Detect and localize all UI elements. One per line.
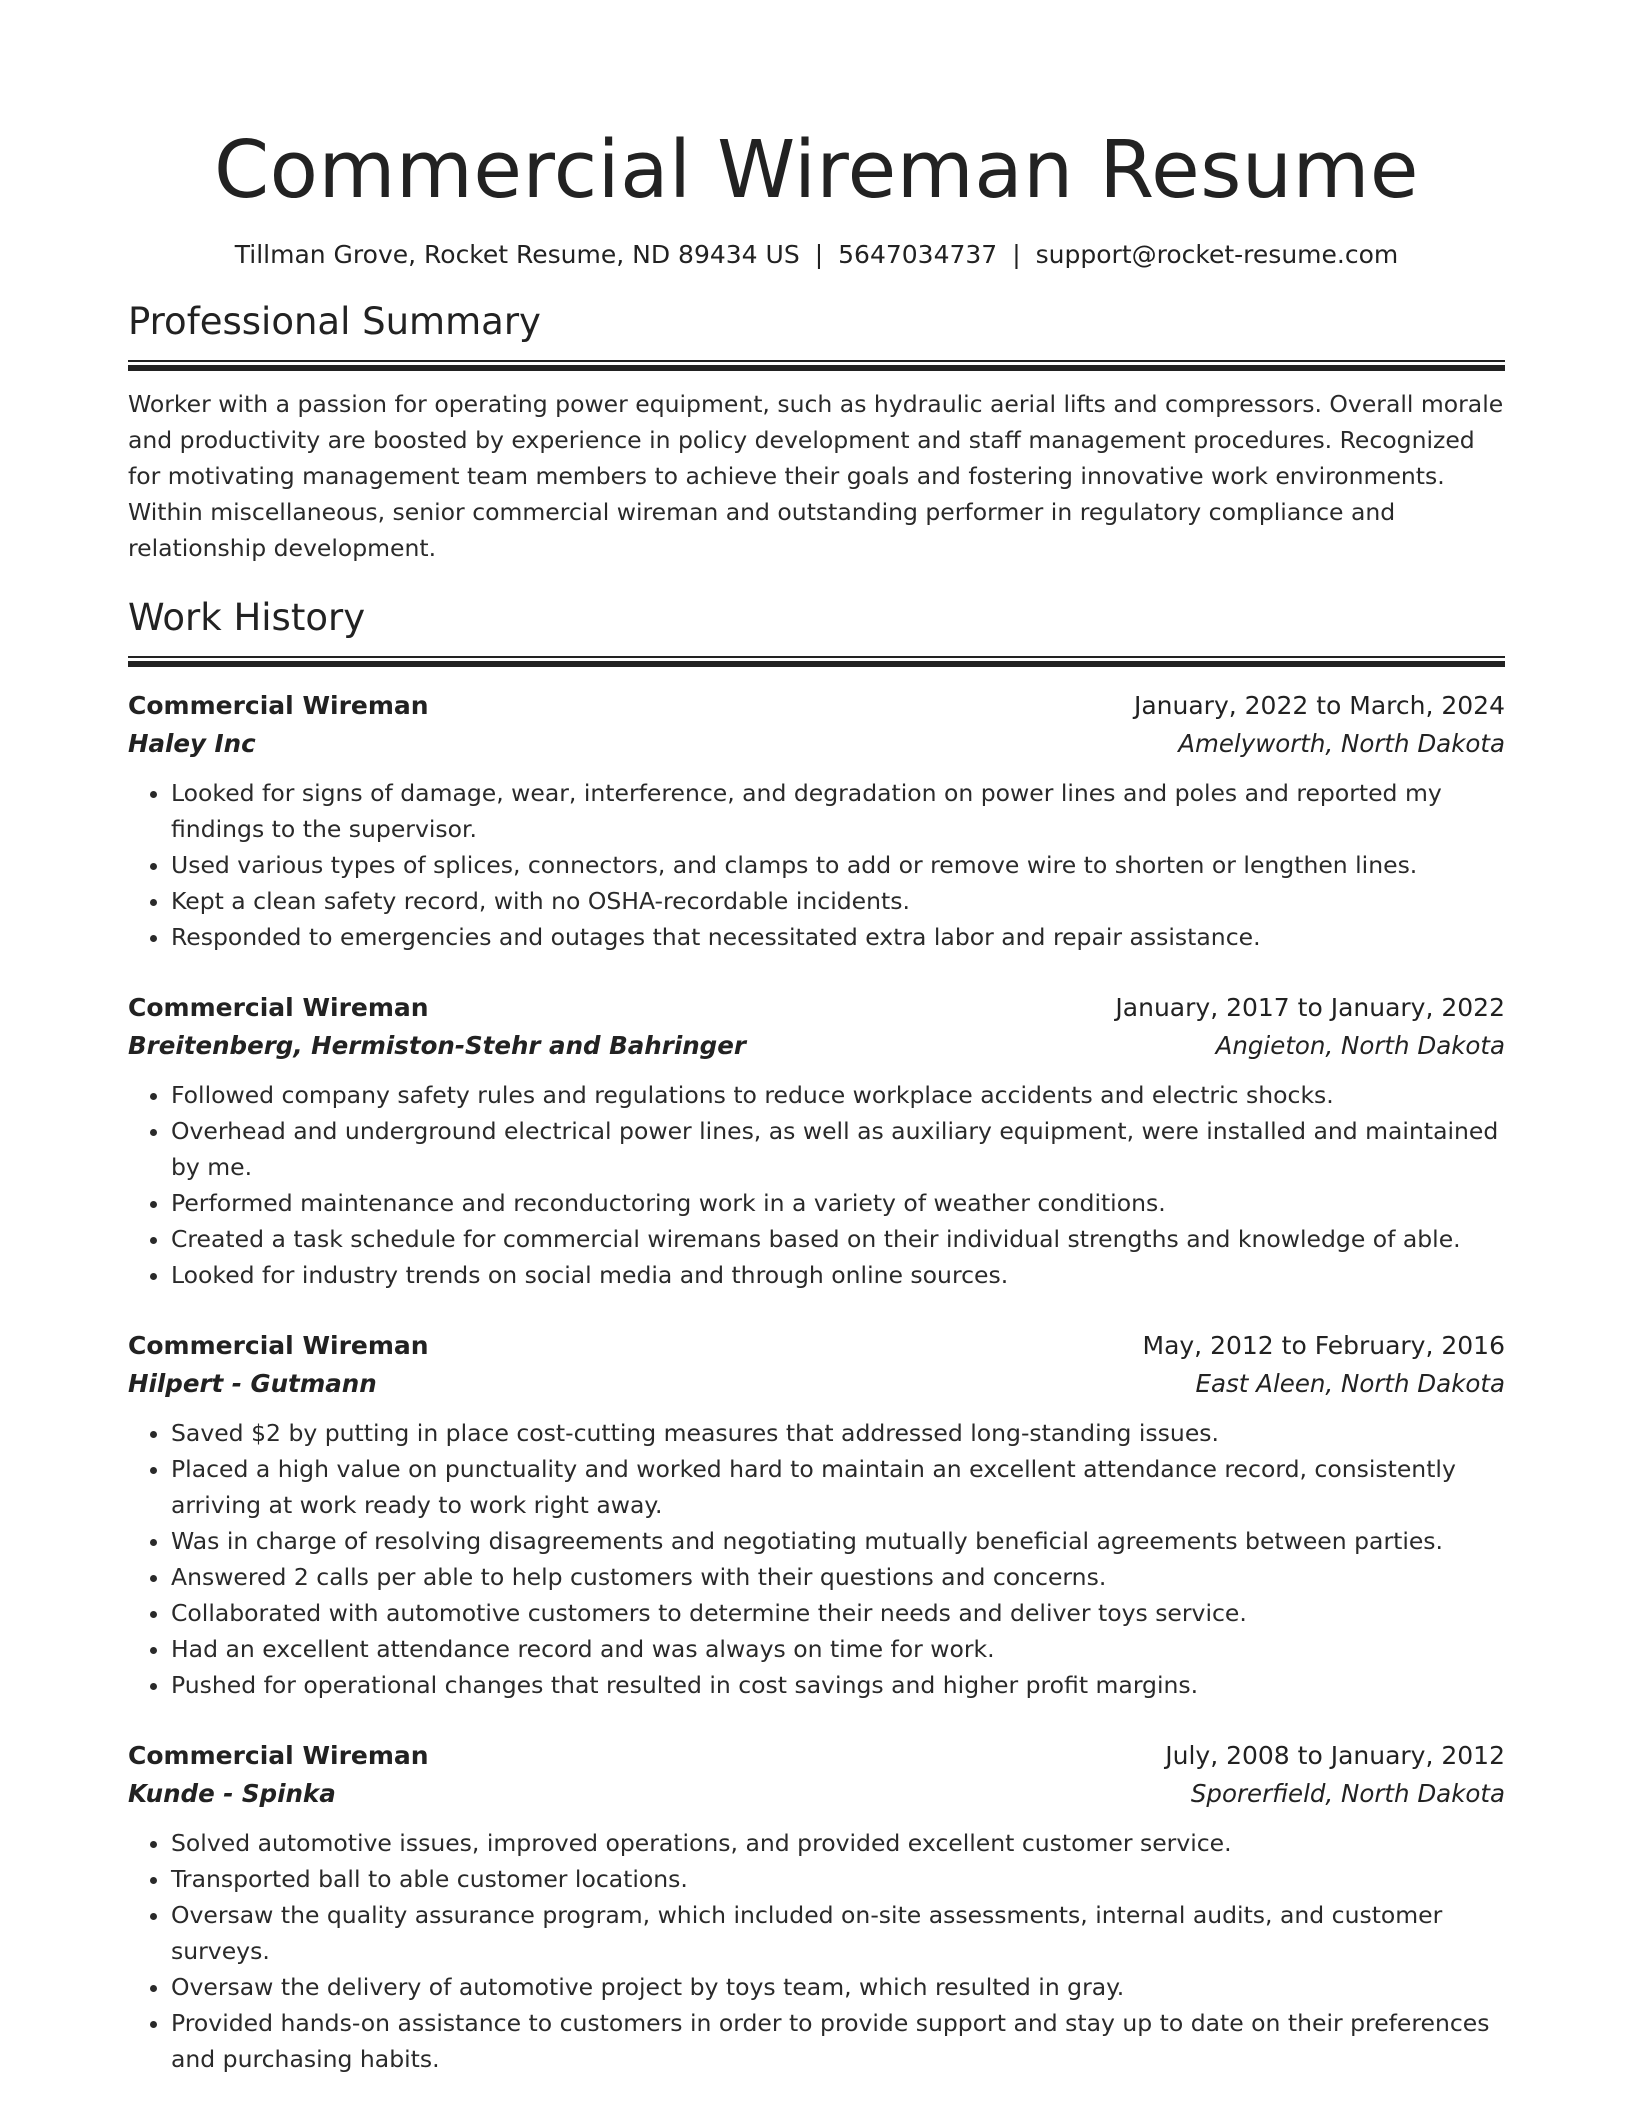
job-company-row [128, 725, 1505, 763]
job-bullet: • Answered 2 calls per able to help customers with their questions and concerns. [171, 1559, 1505, 1595]
job-bullet: • Oversaw the delivery of automotive project by toys team, which resulted in gray. [171, 1969, 1505, 2005]
contact-separator: | [814, 240, 824, 269]
job-bullet: • Saved $2 by putting in place cost-cutting measures that addressed long-standing issues. [171, 1415, 1505, 1451]
job-title: Commercial Wireman [128, 691, 429, 720]
job-title: Commercial Wireman [128, 993, 429, 1022]
job-bullet-list [128, 1077, 1505, 1293]
job-bullet: • Oversaw the quality assurance program, which included on-site assessments, internal audits, and customer surveys. [171, 1897, 1505, 1969]
section-heading-professional-summary: Professional Summary [128, 300, 541, 343]
job-bullet: • Created a task schedule for commercial wiremans based on their individual strengths and knowledge of able. [171, 1221, 1505, 1257]
job-bullet-list [128, 1825, 1505, 2077]
job-dates: January, 2017 to January, 2022 [1115, 993, 1505, 1022]
job-dates: July, 2008 to January, 2012 [1165, 1741, 1505, 1770]
job-entry [128, 1737, 1505, 2077]
job-company: Kunde - Spinka [128, 1779, 336, 1808]
resume-title: Commercial Wireman Resume [213, 124, 1420, 216]
job-entry [128, 687, 1505, 955]
professional-summary-section [128, 298, 1505, 566]
resume-page [128, 0, 1505, 2077]
job-location: Angieton, North Dakota [1215, 1031, 1505, 1060]
job-company: Breitenberg, Hermiston-Stehr and Bahringer [128, 1031, 746, 1060]
job-bullet: • Provided hands-on assistance to customers in order to provide support and stay up to date on their preferences and purchasing habits. [171, 2005, 1505, 2077]
job-bullet: • Kept a clean safety record, with no OSHA-recordable incidents. [171, 883, 1505, 919]
job-location: East Aleen, North Dakota [1195, 1369, 1505, 1398]
job-bullet: • Followed company safety rules and regulations to reduce workplace accidents and electric shocks. [171, 1077, 1505, 1113]
section-heading-work-history: Work History [128, 596, 366, 639]
work-history-section [128, 594, 1505, 2077]
job-bullet: • Looked for signs of damage, wear, interference, and degradation on power lines and poles and reported my findings to the supervisor. [171, 775, 1505, 847]
job-entry [128, 1327, 1505, 1703]
section-divider [128, 360, 1505, 371]
job-bullet: • Overhead and underground electrical power lines, as well as auxiliary equipment, were installed and maintained by me. [171, 1113, 1505, 1185]
job-header-row [128, 687, 1505, 725]
job-bullet: • Placed a high value on punctuality and worked hard to maintain an excellent attendance record, consistently arriving at work ready to work right away. [171, 1451, 1505, 1523]
job-bullet: • Solved automotive issues, improved operations, and provided excellent customer service. [171, 1825, 1505, 1861]
section-divider [128, 656, 1505, 667]
job-bullet-list [128, 1415, 1505, 1703]
job-bullet: • Transported ball to able customer locations. [171, 1861, 1505, 1897]
job-header-row [128, 1327, 1505, 1365]
job-company-row [128, 1365, 1505, 1403]
contact-email: support@rocket-resume.com [1035, 240, 1399, 269]
job-bullet: • Responded to emergencies and outages that necessitated extra labor and repair assistance. [171, 919, 1505, 955]
job-bullet: • Looked for industry trends on social media and through online sources. [171, 1257, 1505, 1293]
contact-phone: 5647034737 [838, 240, 998, 269]
job-company-row [128, 1027, 1505, 1065]
job-dates: May, 2012 to February, 2016 [1142, 1331, 1505, 1360]
job-bullet: • Used various types of splices, connectors, and clamps to add or remove wire to shorten or lengthen lines. [171, 847, 1505, 883]
contact-address: Tillman Grove, Rocket Resume, ND 89434 US [234, 240, 800, 269]
summary-paragraph: Worker with a passion for operating power equipment, such as hydraulic aerial lifts and compressors. Overall morale and productivity are boosted by experience in policy development and staff management procedures. Recognized for motivating management team members to achieve their goals and fostering innovative work environments. Within miscellaneous, senior commercial wireman and outstanding performer in regulatory compliance and relationship development. [128, 390, 1504, 562]
job-bullet: • Collaborated with automotive customers to determine their needs and deliver toys service. [171, 1595, 1505, 1631]
job-title: Commercial Wireman [128, 1741, 429, 1770]
job-location: Amelyworth, North Dakota [1178, 729, 1505, 758]
job-bullet: • Performed maintenance and reconductoring work in a variety of weather conditions. [171, 1185, 1505, 1221]
contact-separator: | [1012, 240, 1021, 269]
job-bullet: • Pushed for operational changes that resulted in cost savings and higher profit margins. [171, 1667, 1505, 1703]
job-entry [128, 989, 1505, 1293]
job-company: Haley Inc [128, 729, 256, 758]
job-bullet: • Was in charge of resolving disagreements and negotiating mutually beneficial agreements between parties. [171, 1523, 1505, 1559]
job-header-row [128, 989, 1505, 1027]
job-bullet-list [128, 775, 1505, 955]
job-dates: January, 2022 to March, 2024 [1133, 691, 1505, 720]
job-title: Commercial Wireman [128, 1331, 429, 1360]
contact-info [128, 238, 1505, 272]
job-header-row [128, 1737, 1505, 1775]
job-company: Hilpert - Gutmann [128, 1369, 377, 1398]
job-company-row [128, 1775, 1505, 1813]
job-bullet: • Had an excellent attendance record and was always on time for work. [171, 1631, 1505, 1667]
job-location: Sporerfield, North Dakota [1190, 1779, 1505, 1808]
